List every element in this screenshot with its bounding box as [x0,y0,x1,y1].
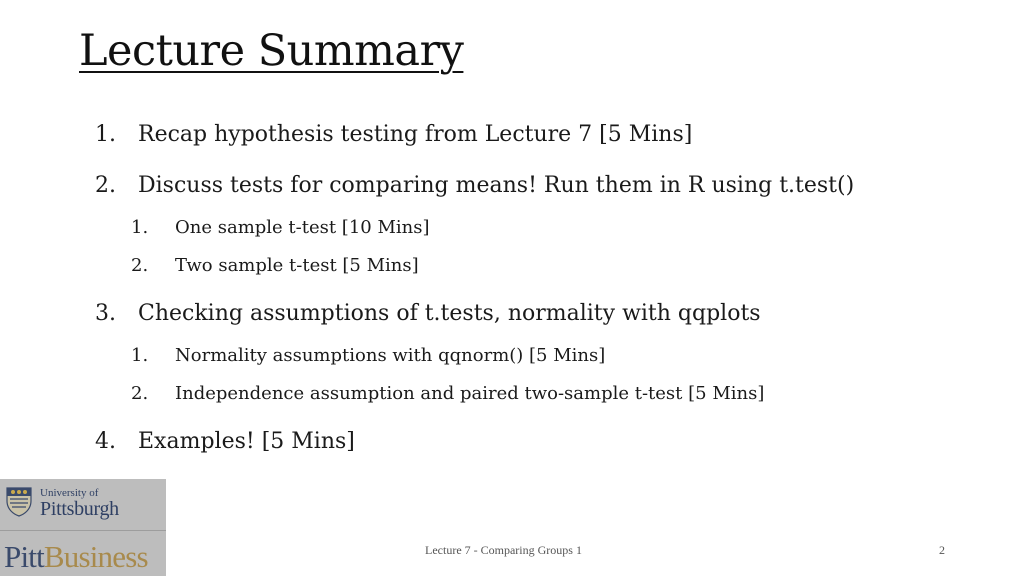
list-item [95,173,854,198]
list-item-text: Examples! [5 Mins] [138,429,355,454]
list-item-number: 1. [131,217,149,238]
list-item-number: 1. [131,345,149,366]
logo-university-of: University of [40,487,99,499]
list-item-number: 4. [95,429,116,454]
list-item-text: Checking assumptions of t.tests, normality with qqplots [138,301,761,326]
pitt-business-logo [0,479,166,576]
logo-divider [0,530,166,531]
list-item [95,429,355,454]
list-item-text: One sample t-test [10 Mins] [175,217,430,238]
list-item [95,122,692,147]
list-item-text: Recap hypothesis testing from Lecture 7 [5 Mins] [138,122,693,147]
list-item-text: Independence assumption and paired two-sample t-test [5 Mins] [175,383,765,404]
sub-list-item [131,345,605,366]
university-shield-icon [6,487,32,517]
list-item-text: Two sample t-test [5 Mins] [175,255,419,276]
logo-pitt: Pitt [4,539,44,574]
list-item-number: 3. [95,301,116,326]
footer-lecture-title: Lecture 7 - Comparing Groups 1 [425,543,582,557]
list-item-number: 2. [95,173,116,198]
sub-list-item [131,383,764,404]
list-item-number: 2. [131,255,149,276]
list-item-number: 2. [131,383,149,404]
logo-pitt-business [4,539,148,575]
sub-list-item [131,255,419,276]
logo-pittsburgh: Pittsburgh [40,498,119,520]
slide-title: Lecture Summary [79,26,464,76]
list-item-text: Discuss tests for comparing means! Run them in R using t.test() [138,173,855,198]
list-item [95,301,761,326]
list-item-number: 1. [95,122,116,147]
sub-list-item [131,217,430,238]
logo-business: Business [43,539,148,574]
list-item-text: Normality assumptions with qqnorm() [5 Mins] [175,345,606,366]
slide-number: 2 [939,543,945,557]
